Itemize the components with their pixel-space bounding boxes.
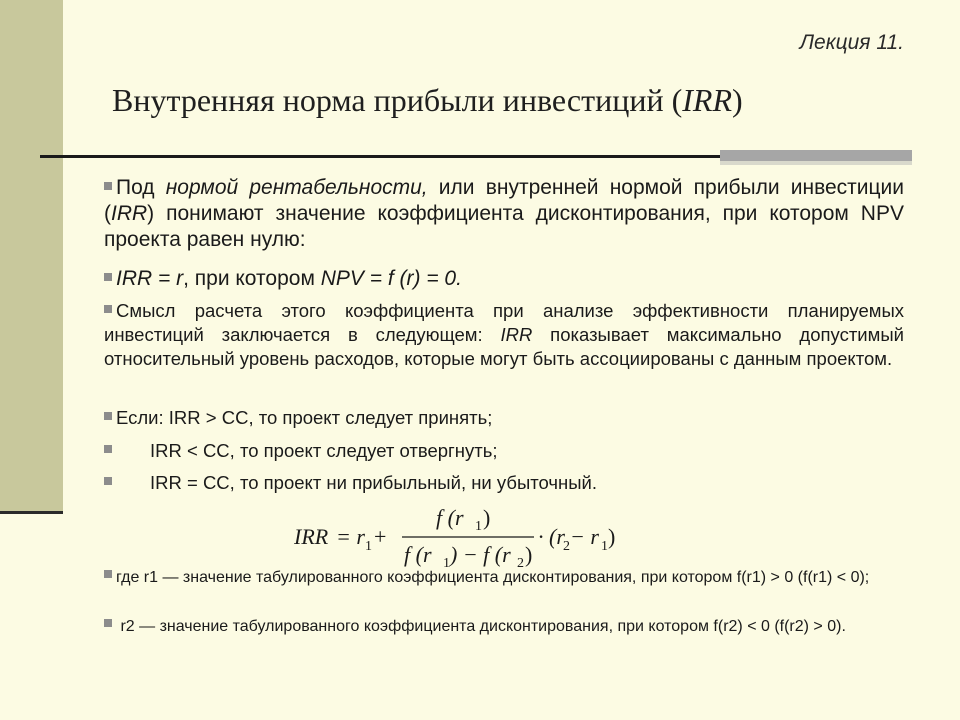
bullet-icon bbox=[104, 273, 112, 281]
bullet-icon bbox=[104, 445, 112, 453]
formula-eq: = r bbox=[336, 524, 365, 549]
formula-sub1-lhs: 1 bbox=[365, 539, 372, 554]
formula-den-sub1: 1 bbox=[443, 556, 450, 571]
svg-text:): ) bbox=[483, 505, 491, 530]
title-main: Внутренняя норма прибыли инвестиций ( bbox=[112, 82, 683, 118]
paragraph-meaning: Смысл расчета этого коэффициента при анализе эффективности планируемых инвестиций заключается в следующем: IRR показывает максимально допустимый относительный уровень расходов, которые могут быть ассоциированы с данным проектом. bbox=[104, 300, 904, 369]
bullet-icon bbox=[104, 619, 112, 627]
irr-formula bbox=[294, 505, 624, 575]
formula-lhs: IRR bbox=[294, 524, 329, 549]
note-r2: r2 — значение табулированного коэффициента дисконтирования, при котором f(r2) < 0 (f(r2) > 0). bbox=[104, 616, 904, 637]
formula-tail: · (r bbox=[538, 524, 565, 549]
formula-den-sub2: 2 bbox=[517, 556, 524, 571]
formula-den-b: ) − f (r bbox=[450, 542, 511, 567]
formula-numerator: f (r bbox=[436, 505, 464, 530]
svg-text:): ) bbox=[525, 542, 533, 567]
paragraph-rule-reject: IRR < CC, то проект следует отвергнуть; bbox=[104, 439, 904, 463]
bullet-icon bbox=[104, 477, 112, 485]
left-accent-bar bbox=[0, 0, 63, 513]
paragraph-rule-accept: Если: IRR > CC, то проект следует принять; bbox=[104, 406, 904, 430]
bullet-icon bbox=[104, 182, 112, 190]
title-divider-accent bbox=[720, 150, 912, 161]
bullet-icon bbox=[104, 412, 112, 420]
paragraph-rule-neutral: IRR = CC, то проект ни прибыльный, ни убыточный. bbox=[104, 471, 904, 495]
title-close: ) bbox=[732, 82, 743, 118]
title-abbr: IRR bbox=[682, 82, 732, 118]
slide-title bbox=[112, 82, 743, 119]
bullet-icon bbox=[104, 570, 112, 578]
note-r1: где r1 — значение табулированного коэффициента дисконтирования, при котором f(r1) > 0 (f(r1) < 0); bbox=[104, 567, 904, 588]
formula-tail-sub1: 1 bbox=[601, 539, 608, 554]
title-divider-accent-shadow bbox=[720, 161, 912, 165]
paragraph-definition: Под нормой рентабельности, или внутренней нормой прибыли инвестиции (IRR) понимают значение коэффициента дисконтирования, при котором NPV проекта равен нулю: bbox=[104, 176, 905, 251]
formula-tail-sub2: 2 bbox=[563, 539, 570, 554]
svg-text:): ) bbox=[608, 524, 616, 549]
left-accent-underline bbox=[0, 511, 63, 514]
formula-den-a: f (r bbox=[404, 542, 432, 567]
formula-minus: − r bbox=[570, 524, 599, 549]
formula-num-sub: 1 bbox=[475, 519, 482, 534]
lecture-label: Лекция 11. bbox=[799, 31, 904, 54]
formula-plus: + bbox=[374, 524, 387, 549]
bullet-icon bbox=[104, 305, 112, 313]
paragraph-irr-eq: IRR = r, при котором NPV = f (r) = 0. bbox=[104, 266, 904, 292]
